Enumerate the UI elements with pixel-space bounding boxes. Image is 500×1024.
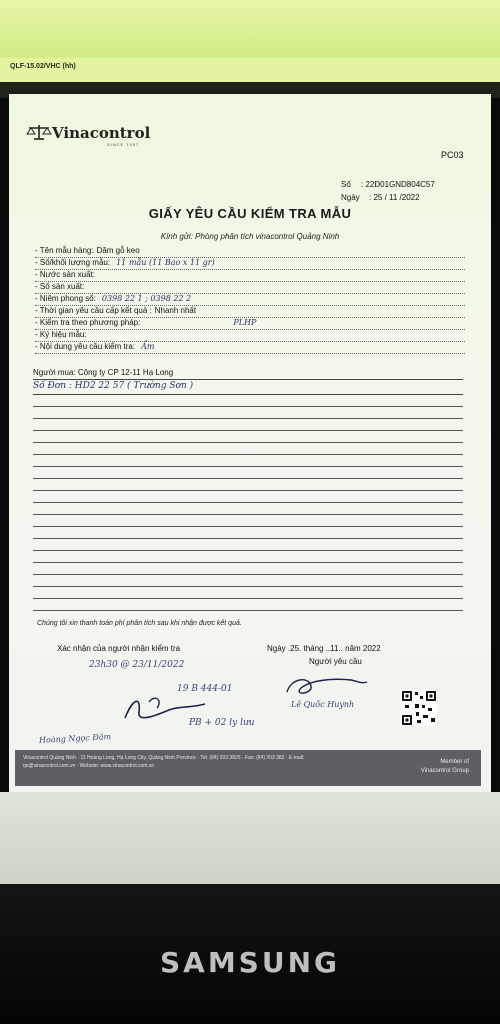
field-sample-code: - Ký hiệu mẫu: [35, 330, 465, 342]
document-paper [9, 94, 491, 792]
qr-code-icon [401, 690, 437, 726]
logo-subtitle: SINCE 1957 [107, 142, 140, 147]
blank-line [33, 610, 463, 611]
greeting-line: Kính gửi: Phòng phân tích vinacontrol Quảng Ninh [160, 232, 340, 241]
form-code: PC03 [441, 150, 464, 160]
receiver-name-handwritten: Hoàng Ngọc Đăm [38, 732, 112, 745]
field-production-number: - Số sản xuất: [35, 282, 465, 294]
blank-line [33, 598, 463, 599]
document-date-value: : 25 / 11 /2022 [369, 193, 420, 202]
document-number-label: Số [341, 180, 351, 189]
receiver-confirm-label: Xác nhận của người nhận kiểm tra [57, 644, 181, 653]
document-number-value: : 22D01GND804C57 [361, 180, 435, 189]
blank-line [33, 586, 463, 587]
blank-line [33, 574, 463, 575]
field-seal-number: - Niêm phong số: 0398 22 1 ; 0398 22 2 [35, 294, 465, 306]
blank-line [33, 502, 463, 503]
receipt-time-handwritten: 23h30 @ 23/11/2022 [89, 660, 185, 670]
page-title: GIẤY YÊU CẦU KIỂM TRA MẪU [148, 206, 352, 221]
code-note-handwritten: 19 B 444-01 [177, 684, 233, 694]
blank-line [33, 490, 463, 491]
mid-note-handwritten: PB + 02 ly lưu [189, 718, 255, 728]
footer-contact: Vinacontrol Quảng Ninh · 11 Hoàng Long, Hạ Long City, Quảng Ninh Province · Tel: (84) 203 3825 · Fax: (84) 203 382 · E-mail: qn@vinacontrol.com.vn · Website: www.vinacontrol.com.vn [23, 755, 305, 769]
field-request-content: - Nội dung yêu cầu kiểm tra: Ẩm [35, 342, 465, 354]
vinacontrol-logo-icon [26, 124, 52, 140]
requester-signature-icon [281, 670, 371, 706]
field-method: - Kiểm tra theo phương pháp: PLHP [35, 318, 465, 330]
blank-line [33, 562, 463, 563]
field-sample-name: - Tên mẫu hàng: Dăm gỗ keo [35, 246, 465, 258]
blank-line [33, 406, 463, 407]
requester-label: Người yêu cầu [309, 657, 362, 666]
blank-line [33, 466, 463, 467]
requester-name-handwritten: Lê Quốc Huynh [291, 700, 355, 709]
blank-line [33, 550, 463, 551]
field-result-time: - Thời gian yêu cầu cấp kết quả : Nhanh nhất [35, 306, 465, 318]
order-number-handwritten: Số Đơn : HD2 22 57 ( Trường Sơn ) [33, 381, 463, 395]
blank-line [33, 538, 463, 539]
blank-line [33, 526, 463, 527]
field-sample-quantity: - Số/khối lượng mẫu: 11 mẫu (11 Bao x 11 gr) [35, 258, 465, 270]
top-code-text: QLF-15.02/VHC (hh) [10, 63, 76, 70]
footer-member: Member of Vinacontrol Group [420, 759, 469, 774]
logo-text: Vinacontrol [52, 124, 151, 142]
desk-surface [0, 792, 500, 884]
blank-line [33, 418, 463, 419]
blank-line [33, 430, 463, 431]
field-country: - Nước sản xuất: [35, 270, 465, 282]
monitor-top-strip [0, 58, 500, 83]
blank-line [33, 454, 463, 455]
blank-line [33, 478, 463, 479]
document-footer [15, 750, 481, 786]
monitor-brand: SAMSUNG [159, 946, 341, 979]
document-date-label: Ngày [341, 193, 360, 202]
sign-date-line: Ngày .25. tháng ..11.. năm 2022 [267, 644, 381, 653]
payment-note: Chúng tôi xin thanh toán phí phân tích sau khi nhận được kết quả. [37, 620, 242, 627]
blank-line [33, 442, 463, 443]
blank-line [33, 514, 463, 515]
receiver-signature-icon [119, 688, 209, 728]
buyer-line: Người mua: Công ty CP 12-11 Hạ Long [33, 368, 463, 380]
